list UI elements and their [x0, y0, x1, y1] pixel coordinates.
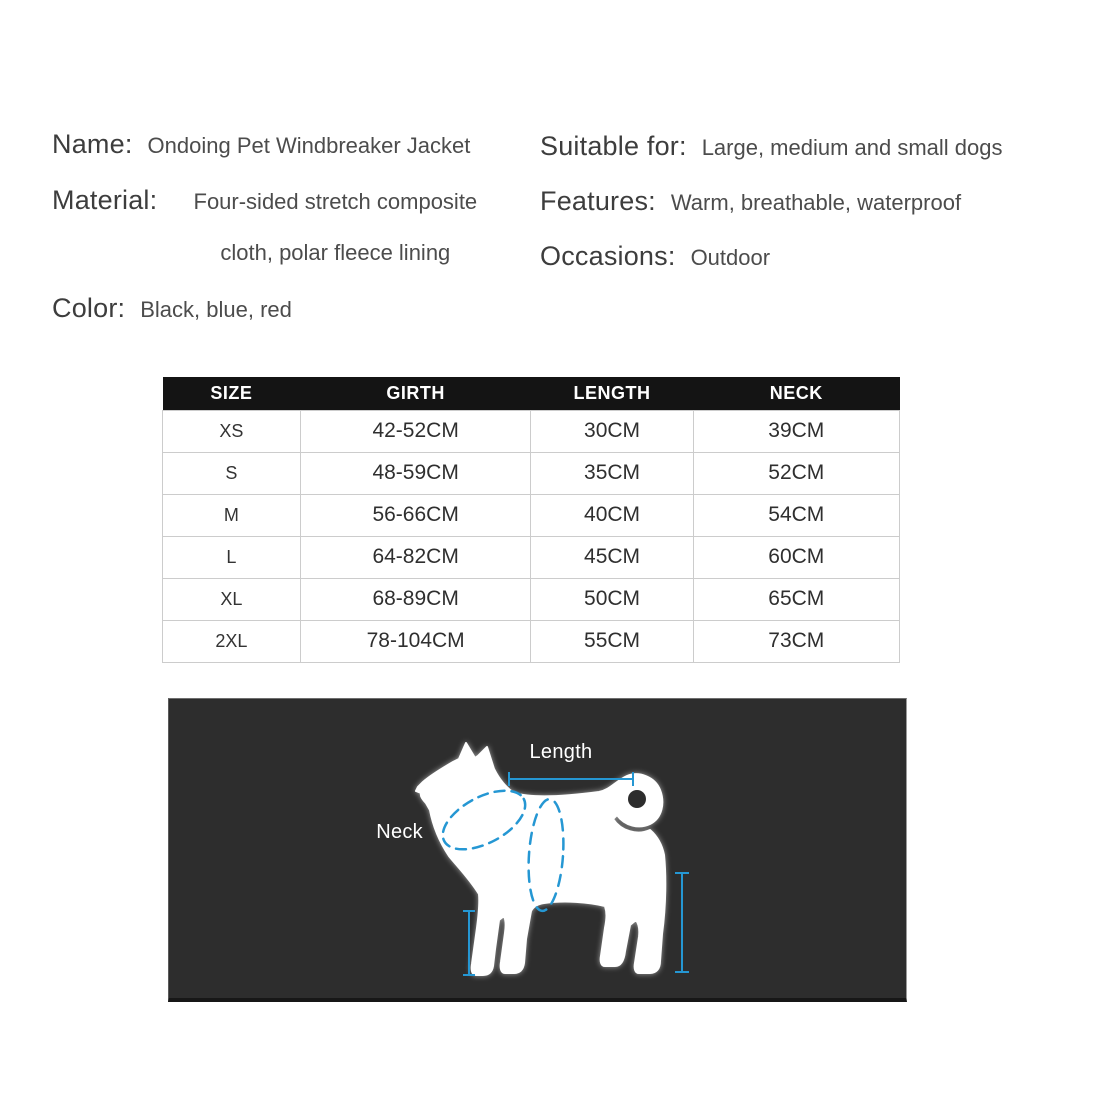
table-row — [163, 410, 900, 452]
table-cell: 55CM — [531, 620, 693, 662]
col-header-neck: NECK — [693, 377, 899, 410]
table-cell: 39CM — [693, 410, 899, 452]
table-cell: 48-59CM — [300, 452, 531, 494]
table-row — [163, 494, 900, 536]
info-row-material — [52, 176, 498, 278]
col-header-size: SIZE — [163, 377, 301, 410]
table-cell: 54CM — [693, 494, 899, 536]
table-cell: M — [163, 494, 301, 536]
occasions-label: Occasions: — [540, 241, 676, 271]
length-label: Length — [529, 741, 593, 763]
table-cell: 56-66CM — [300, 494, 531, 536]
suitable-for-value: Large, medium and small dogs — [701, 135, 1003, 160]
info-row-color — [52, 293, 292, 324]
features-label: Features: — [540, 186, 656, 216]
table-cell: 64-82CM — [300, 536, 531, 578]
table-cell: XL — [163, 578, 301, 620]
table-row — [163, 620, 900, 662]
material-value: Four-sided stretch composite cloth, polar fleece lining — [193, 189, 478, 265]
table-cell: S — [163, 452, 301, 494]
table-row — [163, 536, 900, 578]
color-value: Black, blue, red — [140, 297, 292, 322]
occasions-value: Outdoor — [690, 245, 771, 270]
info-row-name — [52, 129, 470, 160]
table-cell: 73CM — [693, 620, 899, 662]
measurement-diagram-panel — [168, 698, 907, 1002]
name-label: Name: — [52, 129, 133, 159]
color-label: Color: — [52, 293, 126, 323]
info-row-suitable-for — [540, 131, 1003, 162]
table-cell: 65CM — [693, 578, 899, 620]
girth-label: Girth — [569, 847, 614, 869]
features-value: Warm, breathable, waterproof — [670, 190, 962, 215]
material-label: Material: — [52, 185, 158, 215]
suitable-for-label: Suitable for: — [540, 131, 687, 161]
table-cell: 30CM — [531, 410, 693, 452]
size-chart-table — [162, 377, 900, 663]
table-cell: 50CM — [531, 578, 693, 620]
rear-height-measure-line — [675, 873, 689, 972]
table-cell: 42-52CM — [300, 410, 531, 452]
table-cell: 2XL — [163, 620, 301, 662]
neck-label: Neck — [376, 821, 423, 843]
name-value: Ondoing Pet Windbreaker Jacket — [147, 133, 471, 158]
col-header-length: LENGTH — [531, 377, 693, 410]
col-header-girth: GIRTH — [300, 377, 531, 410]
table-row — [163, 578, 900, 620]
table-cell: 78-104CM — [300, 620, 531, 662]
table-cell: 40CM — [531, 494, 693, 536]
info-row-features — [540, 186, 961, 217]
table-cell: 60CM — [693, 536, 899, 578]
table-cell: 45CM — [531, 536, 693, 578]
table-cell: L — [163, 536, 301, 578]
table-cell: 68-89CM — [300, 578, 531, 620]
table-cell: XS — [163, 410, 301, 452]
table-cell: 35CM — [531, 452, 693, 494]
table-cell: 52CM — [693, 452, 899, 494]
table-row — [163, 452, 900, 494]
table-header-row — [163, 377, 900, 410]
info-row-occasions — [540, 241, 770, 272]
